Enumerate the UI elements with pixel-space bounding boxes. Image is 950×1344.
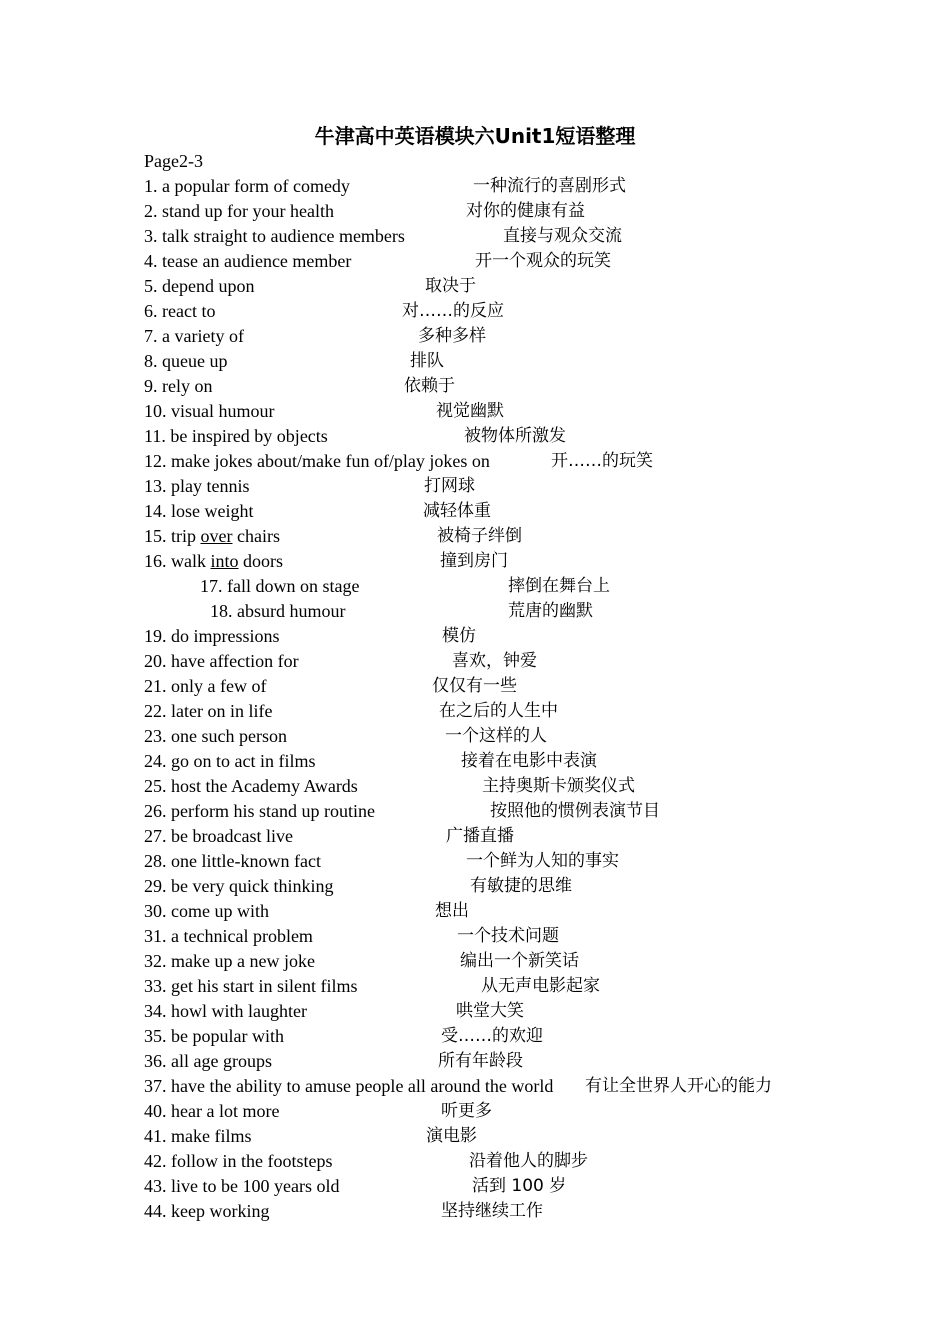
phrase-zh: 有敏捷的思维 [470,876,572,896]
phrase-zh: 沿着他人的脚步 [469,1151,588,1171]
list-item [0,274,950,299]
phrase-zh: 对你的健康有益 [466,201,585,221]
list-item [0,874,950,899]
phrase-en: 1. a popular form of comedy [144,176,350,196]
phrase-en: 2. stand up for your health [144,201,334,221]
list-item [0,474,950,499]
phrase-en-underlined: into [210,551,239,571]
list-item [0,1199,950,1224]
phrase-zh: 仅仅有一些 [432,676,517,696]
phrase-en-part: chairs [232,526,280,546]
list-item [0,324,950,349]
phrase-zh: 所有年龄段 [438,1051,523,1071]
phrase-zh: 主持奥斯卡颁奖仪式 [482,776,635,796]
phrase-en: 42. follow in the footsteps [144,1151,333,1171]
phrase-zh: 排队 [410,351,444,371]
phrase-en: 33. get his start in silent films [144,976,358,996]
phrase-en: 5. depend upon [144,276,255,296]
list-item [0,974,950,999]
phrase-zh: 一个技术问题 [457,926,559,946]
phrase-zh: 按照他的惯例表演节目 [490,801,660,821]
phrase-en: 22. later on in life [144,701,273,721]
phrase-en: 32. make up a new joke [144,951,315,971]
phrase-en-part: 15. trip [144,526,201,546]
list-item [0,1099,950,1124]
phrase-en: 26. perform his stand up routine [144,801,375,821]
phrase-en: 25. host the Academy Awards [144,776,358,796]
phrase-en: 19. do impressions [144,626,280,646]
list-item [0,824,950,849]
phrase-en: 10. visual humour [144,401,275,421]
list-item [0,599,950,624]
list-item [0,924,950,949]
phrase-zh: 喜欢，钟爱 [452,651,537,671]
list-item [0,399,950,424]
phrase-en: 13. play tennis [144,476,250,496]
list-item [0,1124,950,1149]
phrase-zh: 一个鲜为人知的事实 [466,851,619,871]
list-item [0,999,950,1024]
phrase-zh: 开……的玩笑 [551,451,653,471]
page-title: 牛津高中英语模块六Unit1短语整理 [314,124,636,148]
phrase-zh: 演电影 [426,1126,477,1146]
phrase-zh: 模仿 [442,626,476,646]
phrase-zh: 被物体所激发 [464,426,566,446]
phrase-en: 11. be inspired by objects [144,426,328,446]
phrase-en-part: 16. walk [144,551,211,571]
list-item [0,649,950,674]
phrase-en: 9. rely on [144,376,213,396]
list-item [0,199,950,224]
phrase-zh: 受……的欢迎 [441,1026,543,1046]
list-item [0,674,950,699]
list-item [0,624,950,649]
phrase-zh: 开一个观众的玩笑 [475,251,611,271]
phrase-en: 37. have the ability to amuse people all around the world [144,1076,554,1096]
phrase-zh: 在之后的人生中 [439,701,558,721]
phrase-zh: 编出一个新笑话 [460,951,579,971]
phrase-en: 44. keep working [144,1201,270,1221]
phrase-zh: 被椅子绊倒 [437,526,522,546]
list-item [0,899,950,924]
list-item [0,449,950,474]
phrase-en: 3. talk straight to audience members [144,226,405,246]
phrase-zh: 一种流行的喜剧形式 [473,176,626,196]
phrase-en [144,524,280,549]
list-item [0,1174,950,1199]
list-item [0,299,950,324]
phrase-zh: 撞到房门 [440,551,508,571]
phrase-en: 24. go on to act in films [144,751,316,771]
phrase-zh: 活到 100 岁 [472,1176,567,1196]
phrase-en: 23. one such person [144,726,287,746]
phrase-zh: 荒唐的幽默 [508,601,593,621]
phrase-zh: 哄堂大笑 [456,1001,524,1021]
phrase-en: 27. be broadcast live [144,826,293,846]
phrase-zh: 取决于 [425,276,476,296]
phrase-en: 36. all age groups [144,1051,272,1071]
phrase-en: 41. make films [144,1126,252,1146]
list-item [0,424,950,449]
phrase-zh: 一个这样的人 [445,726,547,746]
phrase-en: 17. fall down on stage [200,576,360,596]
section-label: Page2-3 [144,151,203,171]
phrase-zh: 接着在电影中表演 [461,751,597,771]
phrase-en: 14. lose weight [144,501,254,521]
phrase-zh: 打网球 [424,476,475,496]
phrase-en: 43. live to be 100 years old [144,1176,340,1196]
phrase-zh: 有让全世界人开心的能力 [585,1076,772,1096]
list-item [0,349,950,374]
list-item [0,749,950,774]
phrase-en: 34. howl with laughter [144,1001,307,1021]
phrase-en: 28. one little-known fact [144,851,321,871]
phrase-zh: 从无声电影起家 [481,976,600,996]
phrase-zh: 多种多样 [418,326,486,346]
list-item [0,1024,950,1049]
phrase-zh: 视觉幽默 [436,401,504,421]
list-item [0,224,950,249]
phrase-en: 12. make jokes about/make fun of/play jokes on [144,451,490,471]
list-item [0,799,950,824]
phrase-en: 21. only a few of [144,676,267,696]
list-item [0,499,950,524]
phrase-zh: 直接与观众交流 [503,226,622,246]
phrase-en: 35. be popular with [144,1026,284,1046]
list-item [0,949,950,974]
phrase-zh: 想出 [435,901,469,921]
phrase-en [144,549,283,574]
phrase-en-part: doors [238,551,284,571]
phrase-en: 7. a variety of [144,326,244,346]
list-item [0,724,950,749]
phrase-en: 8. queue up [144,351,228,371]
list-item [0,524,950,549]
phrase-en-underlined: over [200,526,233,546]
list-item [0,774,950,799]
list-item [0,574,950,599]
list-item [0,1074,950,1099]
list-item [0,249,950,274]
list-item [0,174,950,199]
phrase-en: 40. hear a lot more [144,1101,280,1121]
phrase-zh: 对……的反应 [402,301,504,321]
phrase-en: 20. have affection for [144,651,299,671]
phrase-en: 6. react to [144,301,216,321]
phrase-en: 31. a technical problem [144,926,313,946]
phrase-zh: 坚持继续工作 [441,1201,543,1221]
list-item [0,849,950,874]
phrase-zh: 减轻体重 [423,501,491,521]
list-item [0,1149,950,1174]
phrase-zh: 摔倒在舞台上 [508,576,610,596]
list-item [0,1049,950,1074]
phrase-zh: 依赖于 [404,376,455,396]
phrase-en: 18. absurd humour [210,601,346,621]
phrase-zh: 听更多 [441,1101,492,1121]
phrase-en: 4. tease an audience member [144,251,352,271]
list-item [0,549,950,574]
list-item [0,699,950,724]
phrase-en: 30. come up with [144,901,269,921]
phrase-en: 29. be very quick thinking [144,876,334,896]
phrase-zh: 广播直播 [446,826,514,846]
list-item [0,374,950,399]
